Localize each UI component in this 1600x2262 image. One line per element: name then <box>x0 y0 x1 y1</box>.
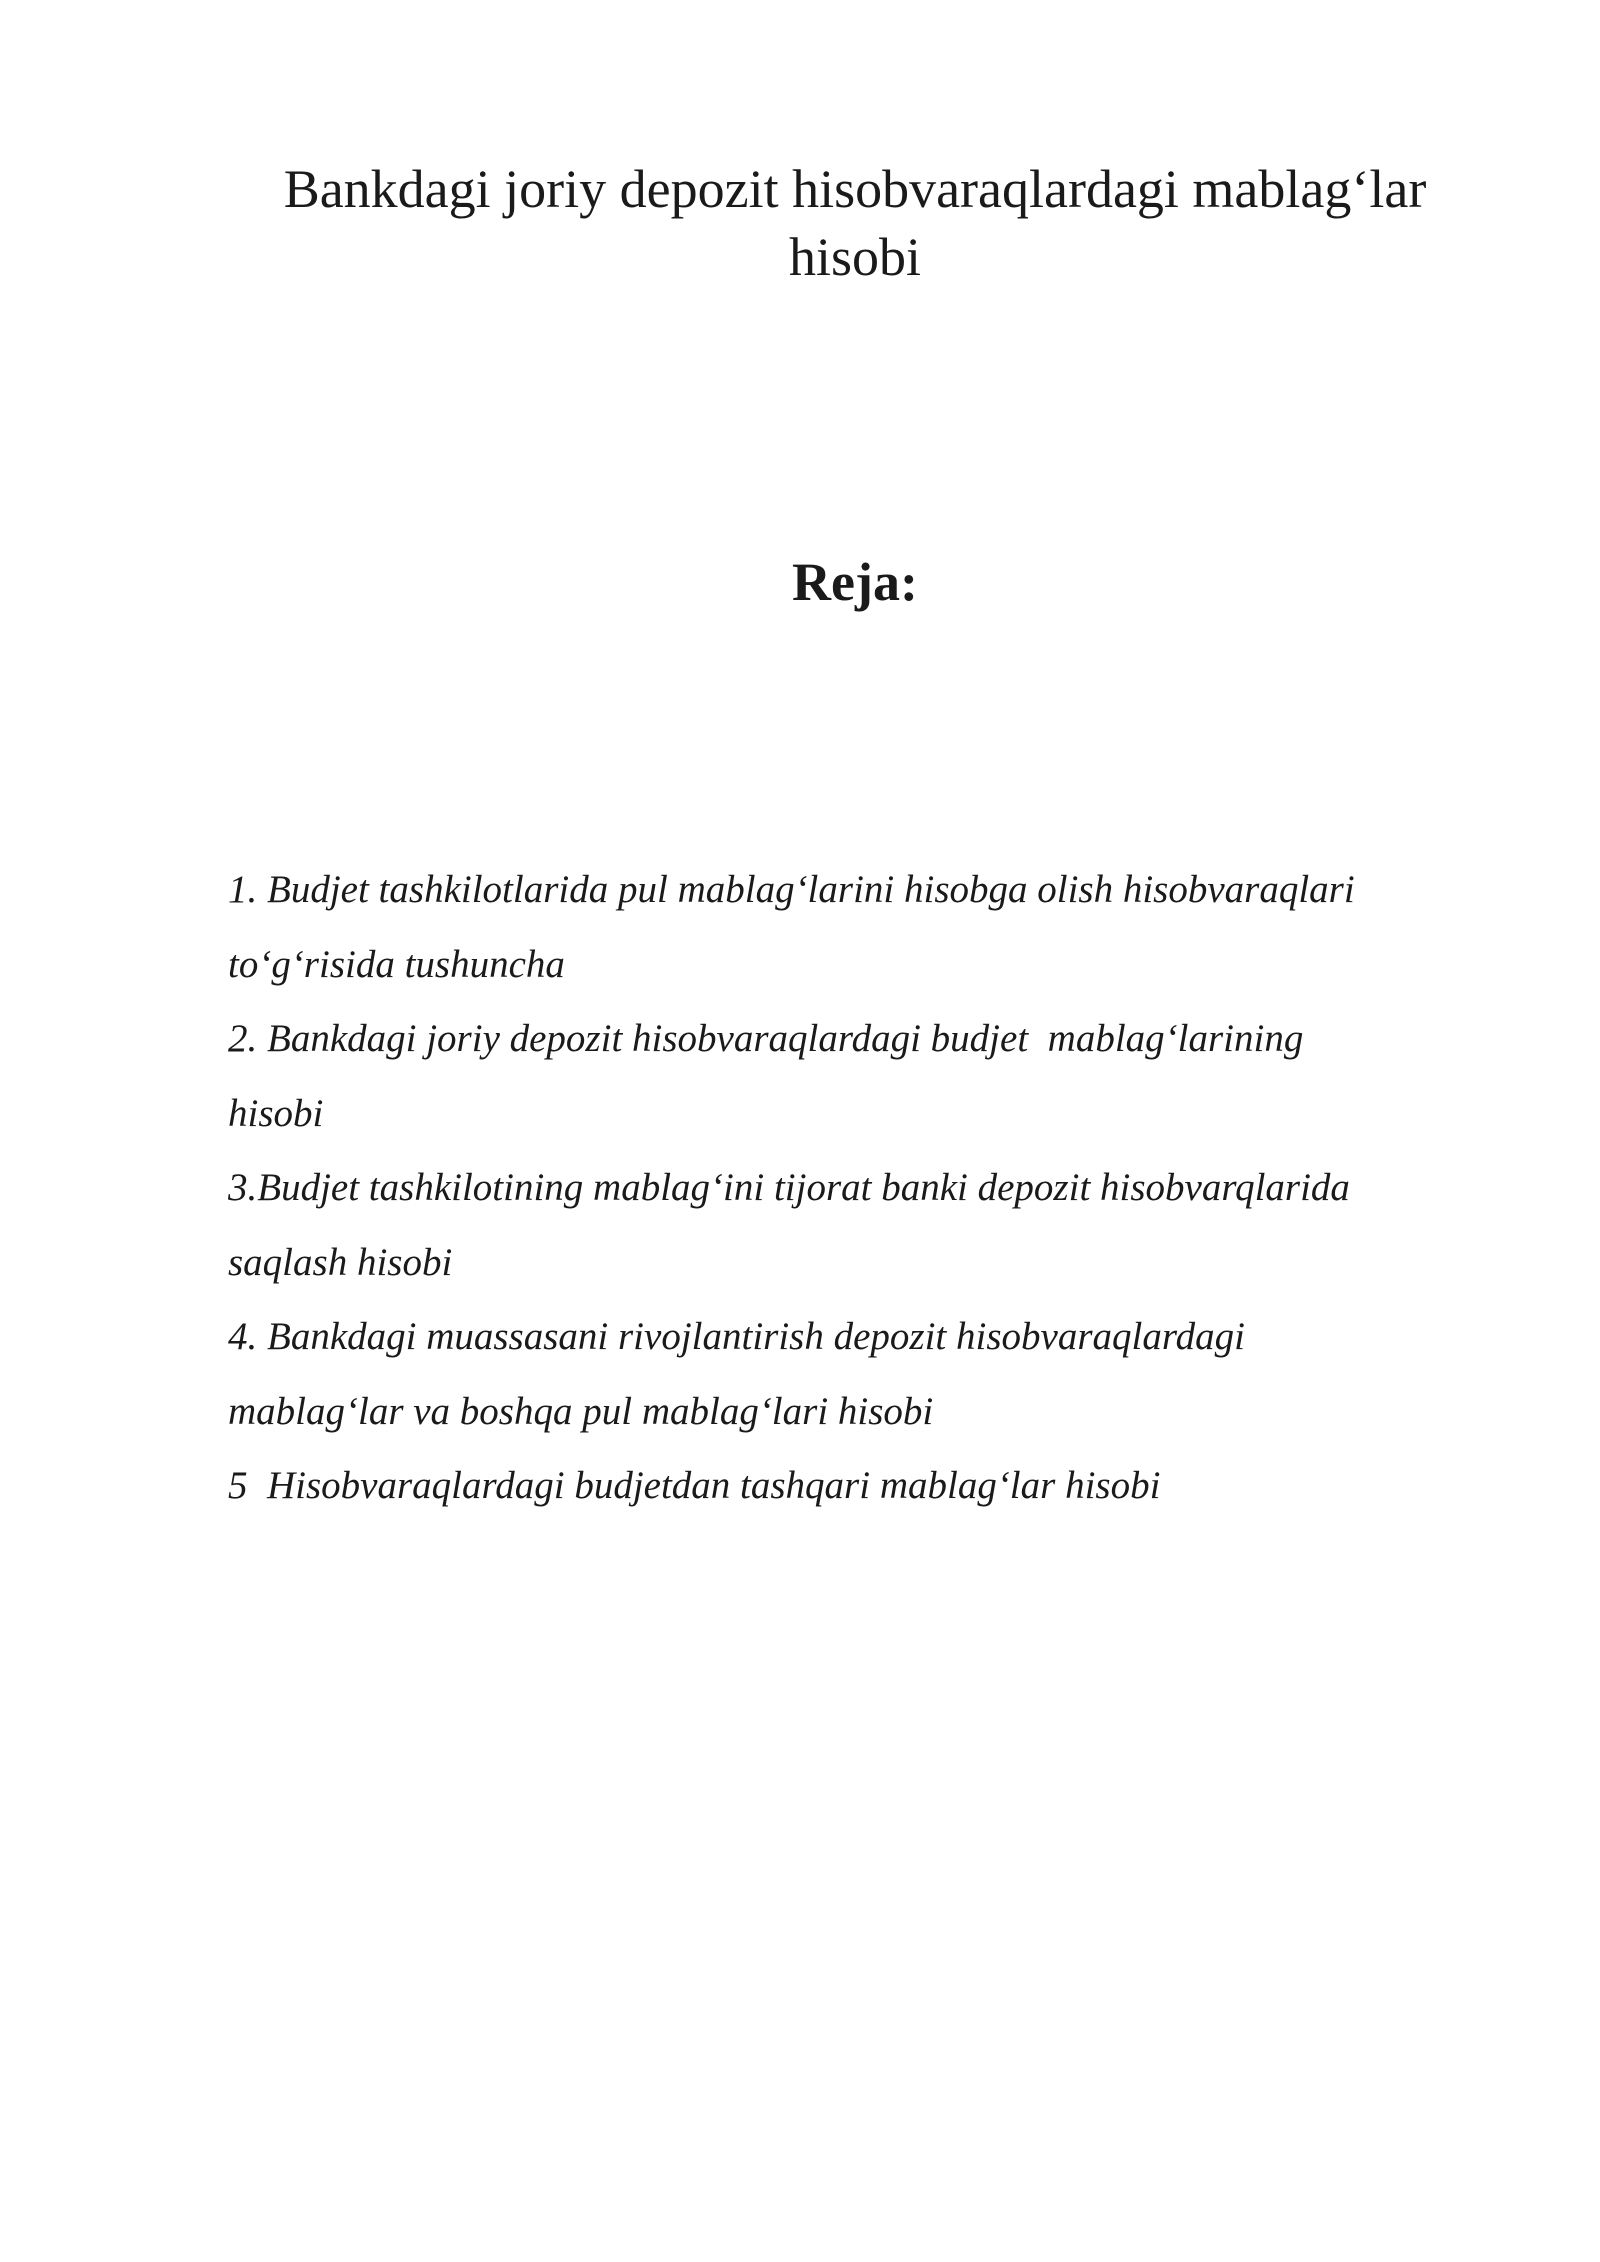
plan-line: hisobi <box>228 1091 324 1135</box>
plan-line: 5 Hisobvaraqlardagi budjetdan tashqari mablag‘lar hisobi <box>228 1464 1161 1507</box>
plan-heading: Reja: <box>792 552 918 612</box>
plan-line: 2. Bankdagi joriy depozit hisobvaraqlardagi budjet mablag‘larining <box>228 1017 1304 1060</box>
plan-line: saqlash hisobi <box>228 1240 453 1284</box>
document-title-line-2: hisobi <box>788 227 922 287</box>
plan-line: mablag‘lar va boshqa pul mablag‘lari hisobi <box>228 1389 934 1433</box>
document-title <box>200 155 1510 291</box>
document-title-line-1: Bankdagi joriy depozit hisobvaraqlardagi mablag‘lar <box>283 159 1427 219</box>
plan-list <box>228 853 1508 1524</box>
plan-line: to‘g‘risida tushuncha <box>228 942 565 986</box>
plan-line: 4. Bankdagi muassasani rivojlantirish depozit hisobvaraqlardagi <box>228 1315 1245 1358</box>
plan-line: 3.Budjet tashkilotining mablag‘ini tijorat banki depozit hisobvarqlarida <box>228 1166 1350 1209</box>
plan-line: 1. Budjet tashkilotlarida pul mablag‘larini hisobga olish hisobvaraqlari <box>228 868 1355 911</box>
